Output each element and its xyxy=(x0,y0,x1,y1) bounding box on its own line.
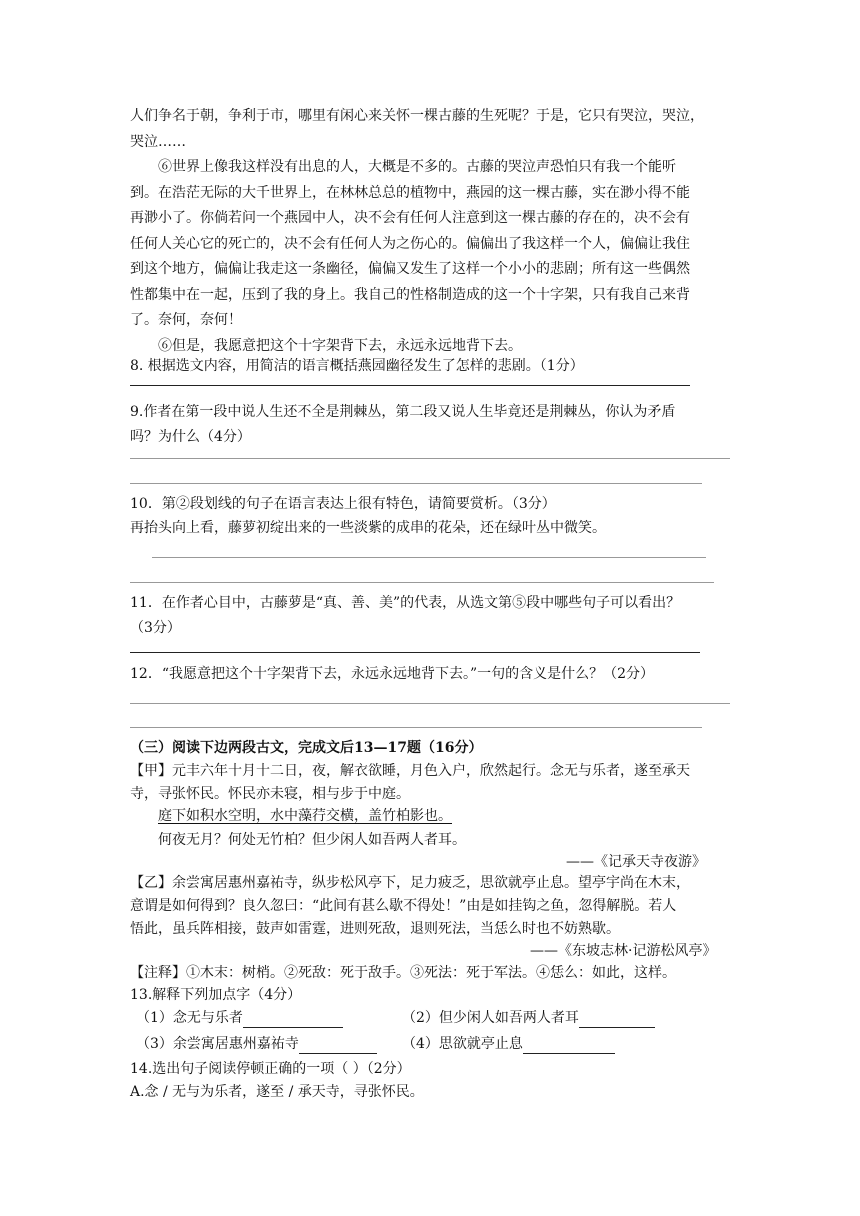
paragraph-6-line: 再渺小了。你倘若问一个燕园中人，决不会有任何人注意到这一棵古藤的存在的，决不会有 xyxy=(130,210,690,226)
question-9-line: 吗？为什么（4分） xyxy=(130,429,251,445)
passage-jia-source: ——《记承天寺夜游》 xyxy=(566,854,706,870)
q13-item-label: （3）余尝寓居惠州嘉祐寺 xyxy=(136,1036,299,1052)
paragraph-6-line: 任何人关心它的死亡的，决不会有任何人为之伤心的。偏偏出了我这样一个人，偏偏让我住 xyxy=(130,236,690,252)
q13-item-2 xyxy=(402,1008,655,1028)
answer-line xyxy=(130,582,714,583)
question-14-option-a: A.念 / 无与为乐者，遂至 / 承天寺，寻张怀民。 xyxy=(130,1084,424,1100)
answer-line xyxy=(130,652,700,653)
answer-blank xyxy=(579,1013,655,1028)
paragraph-7: ⑥但是，我愿意把这个十字架背下去，永远永远地背下去。 xyxy=(158,338,522,354)
q13-item-label: （2）但少闲人如吾两人者耳 xyxy=(402,1010,579,1026)
paragraph-6-line: ⑥世界上像我这样没有出息的人，大概是不多的。古藤的哭泣声恐怕只有我一个能听 xyxy=(158,159,676,175)
annotation-notes: 【注释】①木末：树梢。②死敌：死于敌手。③死法：死于军法。④恁么：如此，这样。 xyxy=(130,965,676,981)
paragraph-6-line: 到这个地方，偏偏让我走这一条幽径，偏偏又发生了这样一个小小的悲剧；所有这一些偶然 xyxy=(130,261,690,277)
passage-yi-line: 意谓是如何得到？良久忽曰：“此间有甚么歇不得处！”由是如挂钩之鱼，忽得解脱。若人 xyxy=(130,898,677,914)
answer-blank xyxy=(523,1039,615,1054)
question-14: 14.选出句子阅读停顿正确的一项（ ）（2分） xyxy=(130,1061,411,1077)
answer-line xyxy=(152,557,706,558)
q13-item-1 xyxy=(136,1008,343,1028)
passage-yi-source: ——《东坡志林·记游松风亭》 xyxy=(530,943,717,959)
passage-jia-underlined: 庭下如积水空明，水中藻荇交横，盖竹柏影也。 xyxy=(158,808,452,824)
question-10-quote: 再抬头向上看，藤萝初绽出来的一些淡紫的成串的花朵，还在绿叶丛中微笑。 xyxy=(130,520,606,536)
answer-line xyxy=(130,458,730,459)
question-9-line: 9.作者在第一段中说人生还不全是荆棘丛，第二段又说人生毕竟还是荆棘丛，你认为矛盾 xyxy=(130,404,676,420)
answer-line xyxy=(130,727,702,728)
question-13: 13.解释下列加点字（4分） xyxy=(130,987,302,1003)
question-10: 10．第②段划线的句子在语言表达上很有特色，请简要赏析。（3分） xyxy=(130,496,556,512)
question-11-line: （3分） xyxy=(130,620,181,636)
section-3-title: （三）阅读下边两段古文，完成文后13—17题（16分） xyxy=(130,740,483,756)
paragraph-6-line: 性都集中在一起，压到了我的身上。我自己的性格制造成的这一个十字架，只有我自己来背 xyxy=(130,287,690,303)
q13-item-3 xyxy=(136,1034,377,1054)
passage-yi-line: 【乙】余尝寓居惠州嘉祐寺，纵步松风亭下，足力疲乏，思欲就亭止息。望亭宇尚在木末， xyxy=(130,875,690,891)
passage-jia-line: 【甲】元丰六年十月十二日，夜，解衣欲睡，月色入户，欣然起行。念无与乐者，遂至承天 xyxy=(130,763,690,779)
paragraph-line: 哭泣…… xyxy=(130,134,186,150)
answer-line xyxy=(130,703,730,704)
answer-line xyxy=(130,483,702,484)
q13-item-4 xyxy=(402,1034,615,1054)
question-11-line: 11．在作者心目中，古藤萝是“真、善、美”的代表，从选文第⑤段中哪些句子可以看出？ xyxy=(130,595,681,611)
paragraph-6-line: 到。在浩茫无际的大千世界上，在林林总总的植物中，燕园的这一棵古藤，实在渺小得不能 xyxy=(130,185,690,201)
paragraph-6-line: 了。奈何，奈何！ xyxy=(130,312,242,328)
question-8: 8. 根据选文内容，用简洁的语言概括燕园幽径发生了怎样的悲剧。（1分） xyxy=(130,358,584,374)
answer-blank xyxy=(243,1013,343,1028)
question-12: 12．“我愿意把这个十字架背下去，永远永远地背下去。”一句的含义是什么？（2分） xyxy=(130,666,655,682)
q13-item-label: （1）念无与乐者 xyxy=(136,1010,243,1026)
passage-jia-line: 寺，寻张怀民。怀民亦未寝，相与步于中庭。 xyxy=(130,786,410,802)
answer-blank xyxy=(299,1039,377,1054)
paragraph-line: 人们争名于朝，争利于市，哪里有闲心来关怀一棵古藤的生死呢？于是，它只有哭泣，哭泣， xyxy=(130,108,704,124)
answer-line xyxy=(130,385,690,386)
q13-item-label: （4）思欲就亭止息 xyxy=(402,1036,523,1052)
passage-yi-line: 悟此，虽兵阵相接，鼓声如雷霆，进则死敌，退则死法，当恁么时也不妨熟歇。 xyxy=(130,921,620,937)
passage-jia-line: 何夜无月？何处无竹柏？但少闲人如吾两人者耳。 xyxy=(158,832,466,848)
